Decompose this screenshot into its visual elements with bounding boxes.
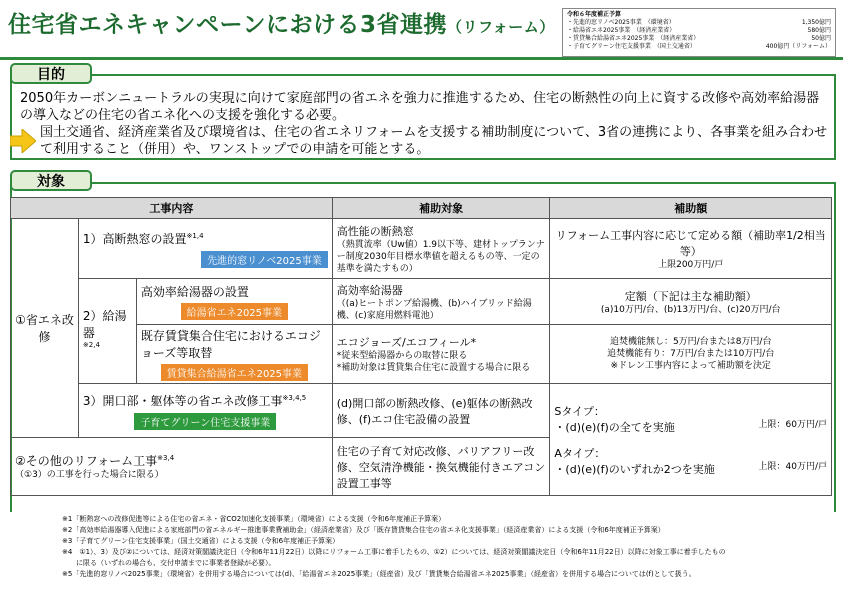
program-tag-rental-water-heater: 賃貸集合給湯省エネ2025事業: [161, 364, 308, 381]
row2a-title: 高効率給湯器の設置: [140, 285, 249, 299]
title-divider: [0, 57, 843, 60]
a-type-detail: ・(d)(e)(f)のいずれか2つを実施: [554, 462, 715, 476]
row2b-amount: [550, 325, 832, 384]
purpose-label: 目的: [10, 63, 92, 84]
row4-object: [332, 438, 550, 496]
row1-amount-limit: 上限200万円/戸: [658, 259, 724, 270]
row2b-title: 既存賃貸集合住宅におけるエコジョーズ等取替: [140, 329, 321, 360]
row3-object: [332, 384, 550, 438]
budget-row: [567, 35, 831, 43]
table-row: [11, 219, 832, 279]
arrow-right-icon: [10, 129, 36, 153]
s-type-limit: 上限：60万円/戸: [758, 419, 827, 430]
page-title: [8, 6, 555, 39]
row4-content: [11, 438, 333, 496]
purpose-text-1: 2050年カーボンニュートラルの実現に向けて家庭部門の省エネを強力に推進するため、住宅の断熱性の向上に資する改修や高効率給湯器の導入などの住宅の省エネ化への支援を強化する必要。: [20, 91, 820, 123]
row2a-amount-text: 定額（下記は主な補助額）: [624, 289, 757, 303]
footnote: ※2「高効率給湯器導入促進による家庭部門の省エネルギー推進事業費補助金」（経済産業省）及び「既存賃貸集合住宅の省エネ化支援事業」（経済産業省）による支援（令和6年度補正予算案）: [62, 526, 665, 534]
row2b-amount-note: ※ドレン工事内容によって補助額を決定: [610, 361, 771, 371]
row2b-object-note1: *従来型給湯器からの取替に限る: [336, 351, 468, 361]
budget-row: [567, 27, 831, 35]
s-type-label: Sタイプ：: [554, 404, 605, 418]
row2b-amount-2: 追焚機能有り：7万円/台または10万円/台: [607, 349, 775, 359]
row3-amount: [550, 384, 832, 496]
budget-amount: 580億円: [807, 27, 831, 34]
row4-note: （①3）の工事を行った場合に限る）: [15, 470, 164, 480]
budget-label: ・賃貸集合給湯省エネ2025事業 （経済産業省）: [567, 35, 700, 42]
row1-amount: [550, 219, 832, 279]
row3-sup: ※3,4,5: [282, 393, 307, 402]
budget-row: [567, 43, 831, 51]
row2-group: [78, 279, 136, 384]
row1-content: [78, 219, 332, 279]
table-row: [11, 279, 832, 325]
program-tag-water-heater: 給湯省エネ2025事業: [181, 303, 288, 320]
row1-title: 1）高断熱窓の設置: [82, 231, 187, 246]
row2a-amount: [550, 279, 832, 325]
s-type-detail: ・(d)(e)(f)の全てを実施: [554, 420, 675, 434]
category-energy-saving: [11, 219, 79, 438]
row2a-amount-values: (a)10万円/台、(b)13万円/台、(c)20万円/台: [600, 304, 781, 315]
row1-object-title: 高性能の断熱窓: [336, 224, 414, 238]
title-sub: （リフォーム）: [447, 18, 555, 36]
row2a-object-detail: （(a)ヒートポンプ給湯機、(b)ハイブリッド給湯機、(c)家庭用燃料電池）: [336, 298, 532, 321]
row2-group-sup: ※2,4: [82, 341, 100, 349]
row1-object: [332, 219, 550, 279]
row1-sup: ※1,4: [186, 231, 204, 240]
title-main: 住宅省エネキャンペーンにおける3省連携: [8, 12, 448, 38]
category-label: ①省エネ改修: [15, 313, 74, 344]
program-tag-green-housing: 子育てグリーン住宅支援事業: [134, 413, 276, 430]
budget-box: [562, 8, 836, 57]
footnote: ※5「先進的窓リノベ2025事業」（環境省）を併用する場合については(d)、「給湯省エネ2025事業」（経産省）及び「賃貸集合給湯省エネ2025事業」（経産省）を併用する場合については(f)として扱う。: [62, 570, 696, 578]
row1-amount-text: リフォーム工事内容に応じて定める額（補助率1/2相当等）: [555, 228, 826, 258]
program-tag-window: 先進的窓リノベ2025事業: [201, 251, 328, 268]
row1-object-detail: （熱貫流率（Uw値）1.9以下等、建材トップランナー制度2030年目標水準値を超えるもの等、一定の基準を満たすもの）: [336, 239, 545, 274]
footnote: ※4 ①1）、3）及び②については、経済対策閣議決定日（令和6年11月22日）以降にリフォーム工事に着手したもの、①2）については、経済対策閣議決定日（令和6年11月22日）以降に対象工事に着手したもの: [62, 548, 726, 556]
a-type-label: Aタイプ：: [554, 446, 606, 460]
budget-row: [567, 19, 831, 27]
row2b-object-title: エコジョーズ/エコフィール*: [336, 336, 477, 349]
budget-label: ・給湯省エネ2025事業 （経済産業省）: [567, 27, 676, 34]
row2-group-label: 2）給湯器: [82, 309, 127, 340]
a-type-limit: 上限：40万円/戸: [758, 461, 827, 472]
row3-object-text: (d)開口部の断熱改修、(e)躯体の断熱改修、(f)エコ住宅設備の設置: [336, 396, 533, 426]
footnote: ※1「断熱窓への改修促進等による住宅の省エネ・省CO2加速化支援事業」（環境省）による支援（令和6年度補正予算案）: [62, 515, 446, 523]
row2b-object-note2: *補助対象は賃貸集合住宅に設置する場合に限る: [336, 363, 531, 373]
row4-sup: ※3,4: [157, 454, 175, 462]
row2b-object: [332, 325, 550, 384]
budget-amount: 50億円: [811, 35, 831, 42]
budget-amount: 1,350億円: [801, 19, 831, 26]
row2b-content: [136, 325, 332, 384]
row2a-content: [136, 279, 332, 325]
row2a-object: [332, 279, 550, 325]
budget-amount: 400億円（リフォーム）: [765, 43, 831, 50]
footnote: ※3「子育てグリーン住宅支援事業」（国土交通省）による支援（令和6年度補正予算案）: [62, 537, 340, 545]
target-label: 対象: [10, 170, 92, 191]
purpose-text-2: 国土交通省、経済産業省及び環境省は、住宅の省エネリフォームを支援する補助制度について、3省の連携により、各事業を組み合わせて利用すること（併用）や、ワンストップでの申請を可能とする。: [40, 125, 828, 157]
row3-title: 3）開口部・躯体等の省エネ改修工事: [82, 393, 283, 408]
subsidy-table: [10, 197, 832, 496]
row4-title: ②その他のリフォーム工事: [15, 454, 158, 468]
footnotes: [62, 514, 832, 580]
budget-label: ・先進的窓リノベ2025事業 （環境省）: [567, 19, 675, 26]
header-amount: 補助額: [550, 198, 832, 219]
row4-object-text: 住宅の子育て対応改修、バリアフリー改修、空気清浄機能・換気機能付きエアコン設置工事等: [336, 444, 546, 490]
budget-heading: 令和６年度補正予算: [567, 11, 622, 18]
footnote: に限る（いずれの場合も、交付申請までに事業者登録が必要）。: [62, 559, 276, 567]
row3-content: [78, 384, 332, 438]
row2b-amount-1: 追焚機能無し：5万円/台または8万円/台: [609, 337, 772, 347]
budget-label: ・子育てグリーン住宅支援事業 （国土交通省）: [567, 43, 696, 50]
table-row: [11, 384, 832, 438]
header-object: 補助対象: [332, 198, 550, 219]
table-header-row: [11, 198, 832, 219]
row2a-object-title: 高効率給湯器: [336, 283, 403, 297]
header-content: 工事内容: [11, 198, 333, 219]
